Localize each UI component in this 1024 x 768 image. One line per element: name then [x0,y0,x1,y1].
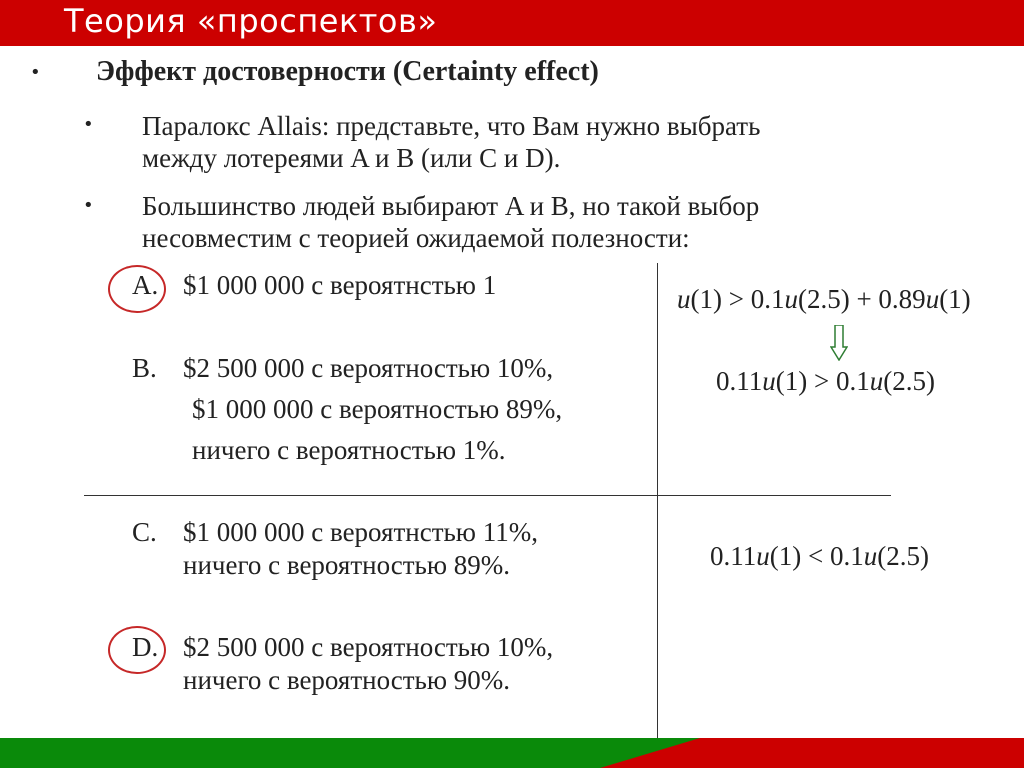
bullet-2: • [83,195,94,216]
option-b-line-2: $1 000 000 с вероятностью 89%, [192,394,563,424]
paragraph-allais [142,110,932,174]
formula-2-u-d: u [869,366,884,396]
formula-1-part-d: (2.5) + 0.89 [797,284,926,314]
option-a-letter: A. [132,270,159,300]
option-d-line-2: ничего с вероятностью 90%. [183,665,511,695]
bullet-1: • [83,114,94,135]
option-b-line-1: $2 500 000 с вероятностью 10%, [183,353,554,383]
title-bar [0,0,1024,46]
bottom-decoration-bar [0,738,1024,768]
formula-2-part-c: (1) > 0.1 [775,366,870,396]
formula-1 [677,284,971,315]
formula-2-part-e: (2.5) [883,366,935,396]
paragraph-majority-line-1: Большинство людей выбирают A и B, но такой выбор [142,191,760,221]
formula-3-part-e: (2.5) [877,541,929,571]
slide-title: Теория «проспектов» [64,2,438,40]
formula-2-u-b: u [762,366,776,396]
formula-3-u-b: u [756,541,770,571]
formula-3-u-d: u [863,541,878,571]
option-a-line-1: $1 000 000 с вероятнстью 1 [183,270,497,300]
option-d-line-1: $2 500 000 с вероятностью 10%, [183,632,554,662]
option-d-letter: D. [132,632,159,662]
option-c-line-2: ничего с вероятностью 89%. [183,550,511,580]
paragraph-allais-line-1: Паралокс Allais: представьте, что Вам нужно выбрать [142,111,761,141]
bullet-0: • [30,62,41,83]
table-vertical-divider [657,263,658,738]
option-b-letter: B. [132,353,157,383]
slide-heading: Эффект достоверности (Certainty effect) [96,56,599,87]
formula-1-part-b: (1) > 0.1 [690,284,785,314]
down-arrow-icon [830,325,848,361]
option-b-line-3: ничего с вероятностью 1%. [192,435,506,465]
formula-3-part-c: (1) < 0.1 [769,541,864,571]
paragraph-allais-line-2: между лотереями A и B (или C и D). [142,143,561,173]
paragraph-majority [142,190,932,254]
formula-1-u-e: u [925,284,940,314]
formula-2-part-a: 0.11 [716,366,763,396]
option-c-line-1: $1 000 000 с вероятнстью 11%, [183,517,538,547]
formula-1-part-f: (1) [939,284,971,314]
option-c-letter: C. [132,517,157,547]
formula-2 [716,366,935,397]
table-horizontal-divider [84,495,891,496]
paragraph-majority-line-2: несовместим с теорией ожидаемой полезности: [142,223,690,253]
formula-1-u-c: u [784,284,798,314]
formula-1-u-a: u [677,284,691,314]
formula-3-part-a: 0.11 [710,541,757,571]
formula-3 [710,541,929,572]
